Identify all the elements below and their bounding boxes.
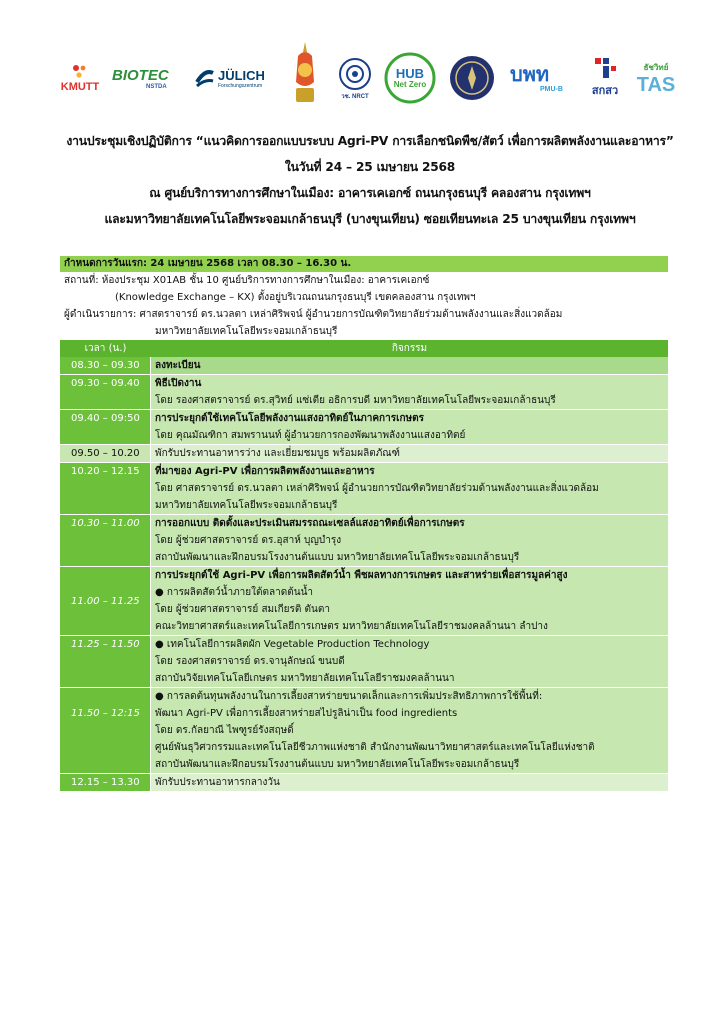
hub-net-zero-logo: HUB Net Zero [382, 52, 438, 104]
row-time: 10.20 – 12.15 [60, 463, 151, 514]
row-activity: ● เทคโนโลยีการผลิตผัก Vegetable Production Technology โดย รองศาสตราจารย์ ดร.จานุลักษณ์ ขนบดี สถาบันวิจัยเทคโนโลยีเกษตร มหาวิทยาลัยเทคโนโลยีราชมงคลล้านนา [151, 636, 668, 687]
venue-line-2: (Knowledge Exchange – KX) ตั้งอยู่บริเวณถนนกรุงธนบุรี เขตคลองสาน กรุงเทพฯ [115, 292, 476, 303]
table-row [60, 375, 668, 410]
emblem-logo [448, 54, 496, 102]
event-dates: ในวันที่ 24 – 25 เมษายน 2568 [284, 160, 456, 174]
row-activity: ลงทะเบียน [151, 357, 668, 374]
row-time: 08.30 – 09.30 [60, 357, 151, 374]
row-time: 10.30 – 11.00 [60, 515, 151, 566]
event-venue-2: และมหาวิทยาลัยเทคโนโลยีพระจอมเกล้าธนบุรี (บางขุนเทียน) ซอยเทียนทะเล 25 บางขุนเทียน กรุงเทพฯ [104, 212, 636, 226]
event-title: งานประชุมเชิงปฏิบัติการ “แนวคิดการออกแบบระบบ Agri-PV การเลือกชนิดพืช/สัตว์ เพื่อการผลิตพลังงานและอาหาร” [66, 134, 674, 148]
row-activity: พิธีเปิดงาน โดย รองศาสตราจารย์ ดร.สุวิทย์ แซ่เตีย อธิการบดี มหาวิทยาลัยเทคโนโลยีพระจอมเกล้าธนบุรี [151, 375, 668, 409]
julich-logo: JÜLICH Forschungszentrum [194, 60, 284, 96]
table-row [60, 357, 668, 375]
row-time: 11.00 – 11.25 [60, 567, 151, 635]
schedule-day1 [60, 256, 668, 792]
table-row [60, 567, 668, 636]
row-activity: ที่มาของ Agri-PV เพื่อการผลิตพลังงานและอาหาร โดย ศาสตราจารย์ ดร.นวลตา เหล่าศิริพจน์ ผู้อำนวยการบัณฑิตวิทยาลัยร่วมด้านพลังงานและสิ่งแวดล้อม มหาวิทยาลัยเทคโนโลยีพระจอมเกล้าธนบุรี [151, 463, 668, 514]
row-time: 11.25 – 11.50 [60, 636, 151, 687]
row-activity: การประยุกต์ใช้เทคโนโลยีพลังงานแสงอาทิตย์ในภาคการเกษตร โดย คุณมัณฑิกา สมพรานนท์ ผู้อำนวยการกองพัฒนาพลังงานแสงอาทิตย์ [151, 410, 668, 444]
row-activity: ● การลดต้นทุนพลังงานในการเลี้ยงสาหร่ายขนาดเล็กและการเพิ่มประสิทธิภาพการใช้พื้นที่: พัฒนา Agri-PV เพื่อการเลี้ยงสาหร่ายสไปรูลิน่าเป็น food ingredients โดย ดร.กัลยาณี ไพฑูรย์รังสฤษดิ์ ศูนย์พันธุวิศวกรรมและเทคโนโลยีชีวภาพแห่งชาติ สำนักงานพัฒนาวิทยาศาสตร์และเทคโนโลยีแห่งชาติ สถาบันพัฒนาและฝึกอบรมโรงงานต้นแบบ มหาวิทยาลัยเทคโนโลยีพระจอมเกล้าธนบุรี [151, 688, 668, 773]
nrct-logo: วช. NRCT [336, 52, 374, 106]
row-activity: พักรับประทานอาหารกลางวัน [151, 774, 668, 791]
event-venue-1: ณ ศูนย์บริการทางการศึกษาในเมือง: อาคารเคเอกซ์ ถนนกรุงธนบุรี คลองสาน กรุงเทพฯ [149, 186, 591, 200]
mc-line-1: ผู้ดำเนินรายการ: ศาสตราจารย์ ดร.นวลตา เหล่าศิริพจน์ ผู้อำนวยการบัณฑิตวิทยาลัยร่วมด้านพลังงานและสิ่งแวดล้อม [64, 309, 563, 320]
tas-logo: ธัชวิทย์ TAS [636, 62, 676, 96]
nrct-emblem-icon [338, 57, 372, 91]
venue-line-1: สถานที่: ห้องประชุม X01AB ชั้น 10 ศูนย์บริการทางการศึกษาในเมือง: อาคารเคเอกซ์ [64, 275, 430, 286]
day1-info [60, 272, 668, 340]
row-time: 09.50 – 10.20 [60, 445, 151, 462]
schedule-header [60, 340, 668, 357]
table-row [60, 515, 668, 567]
royal-seal-icon [292, 42, 318, 106]
seal-logo [292, 42, 318, 106]
kmutt-emblem-icon [70, 63, 90, 81]
sosowo-logo: สกสว [582, 52, 628, 102]
biotec-logo: BIOTEC NSTDA [112, 66, 169, 90]
kmutt-logo: KMUTT [60, 52, 100, 104]
logo-row [60, 48, 680, 108]
tsri-mark-icon [592, 55, 618, 81]
col-activity-header: กิจกรรม [391, 343, 428, 354]
table-row [60, 636, 668, 688]
row-activity: พักรับประทานอาหารว่าง และเยี่ยมชมบูธ พร้อมผลิตภัณฑ์ [151, 445, 668, 462]
table-row [60, 445, 668, 463]
row-time: 09.30 – 09.40 [60, 375, 151, 409]
col-time-header: เวลา (น.) [84, 343, 127, 354]
row-time: 12.15 – 13.30 [60, 774, 151, 791]
row-activity: การประยุกต์ใช้ Agri-PV เพื่อการผลิตสัตว์น้ำ พืชผลทางการเกษตร และสาหร่ายเพื่อสารมูลค่าสูง ● การผลิตสัตว์น้ำภายใต้ตลาดต้นน้ำ โดย ผู้ช่วยศาสตราจารย์ สมเกียรติ ตันตา คณะวิทยาศาสตร์และเทคโนโลยีการเกษตร มหาวิทยาลัยเทคโนโลยีราชมงคลล้านนา ลำปาง [151, 567, 668, 635]
event-title-block [40, 128, 700, 232]
row-activity: การออกแบบ ติดตั้งและประเมินสมรรถณะเซลล์แสงอาทิตย์เพื่อการเกษตร โดย ผู้ช่วยศาสตราจารย์ ดร.อุสาห์ บุญบำรุง สถาบันพัฒนาและฝึกอบรมโรงงานต้นแบบ มหาวิทยาลัยเทคโนโลยีพระจอมเกล้าธนบุรี [151, 515, 668, 566]
table-row [60, 410, 668, 445]
row-time: 11.50 – 12:15 [60, 688, 151, 773]
table-row [60, 463, 668, 515]
ministry-emblem-icon [448, 54, 496, 102]
row-time: 09.40 – 09:50 [60, 410, 151, 444]
julich-arc-icon [194, 67, 216, 89]
day1-heading: กำหนดการวันแรก: 24 เมษายน 2568 เวลา 08.30 – 16.30 น. [60, 256, 668, 272]
mc-line-2: มหาวิทยาลัยเทคโนโลยีพระจอมเกล้าธนบุรี [155, 326, 338, 337]
table-row [60, 774, 668, 792]
table-row [60, 688, 668, 774]
pmub-logo: บพท PMU-B [510, 63, 563, 93]
